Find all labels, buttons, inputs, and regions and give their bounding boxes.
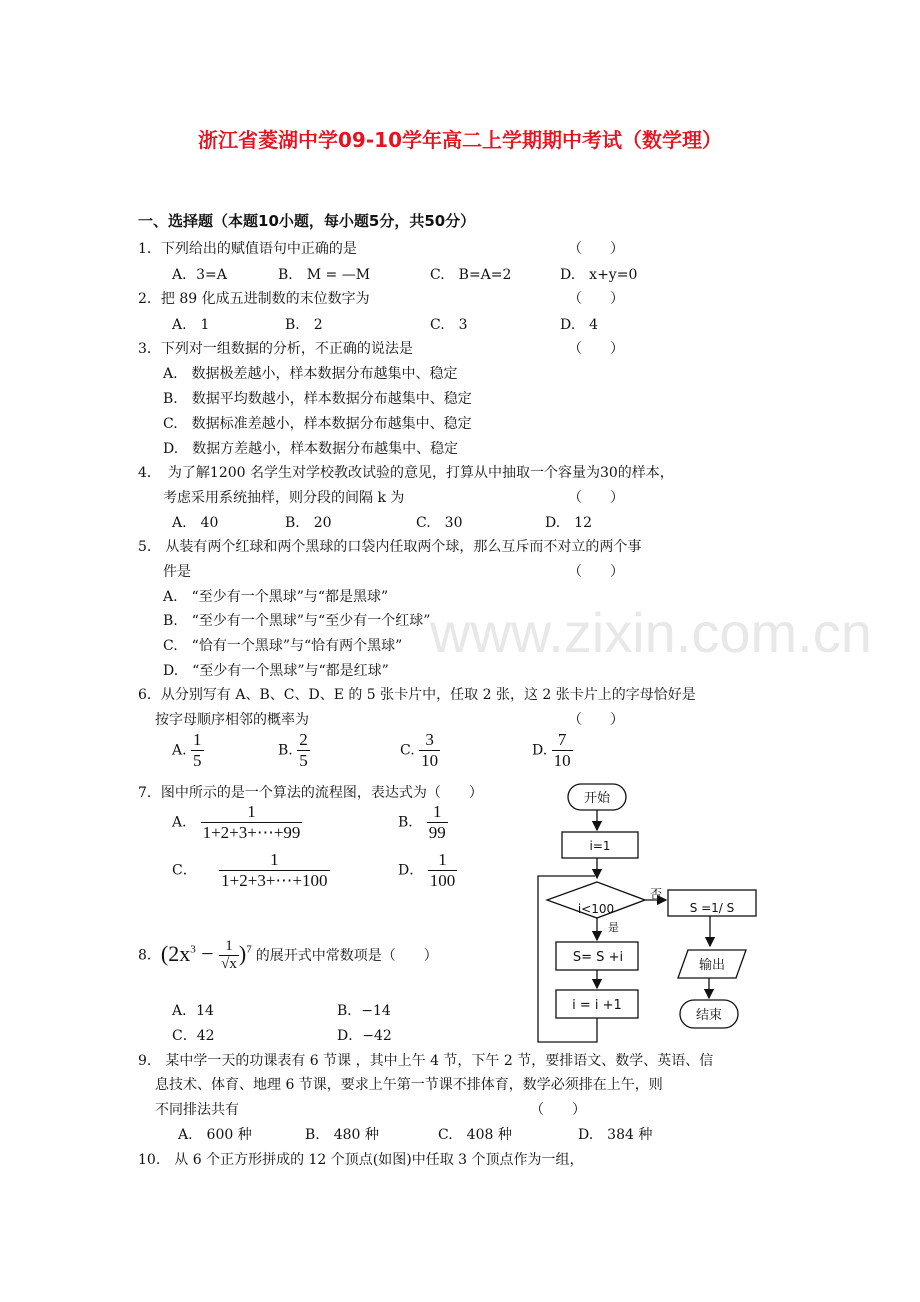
q6-option-b: B. $\frac{2}{5}$: [278, 730, 308, 770]
q5-option-b: B. “至少有一个黑球”与“至少有一个红球”: [163, 613, 431, 629]
q6-fraction-c: $\frac{3}{10}$: [421, 730, 439, 770]
q4-option-c: C. 30: [416, 515, 463, 531]
page-title: 浙江省菱湖中学09-10学年高二上学期期中考试（数学理）: [198, 128, 722, 152]
q9-stem-line1: 9. 某中学一天的功课表有 6 节课 ，其中上午 4 节，下午 2 节，要排语文、数学、英语、信: [138, 1053, 714, 1069]
q6-fraction-b: $\frac{2}{5}$: [299, 730, 308, 770]
q4-option-d: D. 12: [545, 515, 592, 531]
q6-answer-paren: （ ）: [568, 712, 624, 728]
q4-stem-line2: 考虑采用系统抽样，则分段的间隔 k 为: [163, 490, 405, 506]
q2-option-c: C. 3: [430, 317, 468, 333]
q6-option-d: D. $\frac{7}{10}$: [532, 730, 571, 770]
q4-answer-paren: （ ）: [568, 490, 624, 506]
q9-stem-line2: 息技术、体育、地理 6 节课，要求上午第一节课不排体育，数学必须排在上午，则: [155, 1077, 663, 1093]
q9-stem-line3: 不同排法共有: [155, 1102, 239, 1118]
q5-stem-line1: 5. 从装有两个红球和两个黑球的口袋内任取两个球，那么互斥而不对立的两个事: [138, 539, 642, 555]
q3-option-c: C. 数据标准差越小，样本数据分布越集中、稳定: [163, 416, 472, 432]
section-heading: 一、选择题（本题10小题，每小题5分，共50分）: [138, 212, 476, 230]
flowchart-diagram: [520, 770, 790, 1050]
watermark: www.zixin.com.cn: [430, 601, 872, 664]
q3-option-d: D. 数据方差越小，样本数据分布越集中、稳定: [163, 441, 459, 457]
flowchart-output-label: 输出: [698, 958, 726, 973]
q1-option-a: A．3=A: [172, 267, 227, 283]
q2-stem: 2．把 89 化成五进制数的末位数字为: [138, 291, 370, 307]
q2-answer-paren: （ ）: [568, 291, 624, 307]
flowchart-condition-label: i<100: [577, 902, 615, 916]
q4-option-a: A. 40: [172, 515, 219, 531]
q1-option-d: D. x+y=0: [560, 267, 638, 283]
q9-option-b: B. 480 种: [305, 1127, 379, 1143]
q2-option-b: B. 2: [285, 317, 323, 333]
q3-option-b: B. 数据平均数越小，样本数据分布越集中、稳定: [163, 391, 472, 407]
flowchart-start-label: 开始: [583, 791, 611, 806]
q7-option-c: C． $\frac{1}{1+2+3+\cdots+100}$: [172, 850, 328, 890]
q5-option-d: D. “至少有一个黑球”与“都是红球”: [163, 663, 389, 679]
q6-option-c: C. $\frac{3}{10}$: [400, 730, 439, 770]
q7-option-b: B． $\frac{1}{99}$: [398, 802, 446, 842]
q7-fraction-b: $\frac{1}{99}$: [428, 802, 446, 842]
flowchart-sum-label: S= S +i: [572, 950, 624, 965]
q2-option-a: A. 1: [172, 317, 210, 333]
flowchart-increment-label: i = i +1: [572, 998, 622, 1013]
flowchart-yes-label: 是: [608, 921, 619, 934]
q3-option-a: A. 数据极差越小，样本数据分布越集中、稳定: [163, 366, 458, 382]
q1-stem: 1．下列给出的赋值语句中正确的是: [138, 241, 357, 257]
q8-stem: 8．($2x^3$ − $\frac{1}{√x}$ )$^7$ 的展开式中常数项是（ ）: [138, 938, 438, 972]
q7-fraction-d: $\frac{1}{100}$: [429, 850, 456, 890]
q5-stem-line2: 件是: [163, 564, 191, 580]
q1-option-c: C. B=A=2: [430, 267, 512, 283]
q8-option-b: B．−14: [337, 1003, 391, 1019]
q8-expression: ($2x^3$ − $\frac{1}{√x}$ )$^7$: [160, 938, 252, 972]
q6-option-a: A. $\frac{1}{5}$: [172, 730, 202, 770]
flowchart-no-label: 否: [650, 887, 663, 901]
q5-answer-paren: （ ）: [568, 564, 624, 580]
q9-option-a: A. 600 种: [178, 1127, 252, 1143]
q7-option-d: D． $\frac{1}{100}$: [398, 850, 456, 890]
q7-fraction-c: $\frac{1}{1+2+3+\cdots+100}$: [221, 850, 328, 890]
q3-stem: 3．下列对一组数据的分析，不正确的说法是: [138, 341, 413, 357]
flowchart-init-label: i=1: [589, 839, 611, 853]
flowchart-end-label: 结束: [695, 1008, 723, 1023]
q6-stem-line2: 按字母顺序相邻的概率为: [155, 712, 309, 728]
q4-option-b: B. 20: [285, 515, 332, 531]
q6-fraction-d: $\frac{7}{10}$: [553, 730, 571, 770]
q7-option-a: A． $\frac{1}{1+2+3+\cdots+99}$: [172, 802, 301, 842]
q1-answer-paren: （ ）: [568, 241, 624, 257]
flowchart-result-label: S =1/ S: [689, 901, 735, 915]
q7-stem: 7．图中所示的是一个算法的流程图，表达式为（ ）: [138, 785, 483, 801]
q1-option-b: B. M = —M: [278, 267, 371, 283]
q8-option-c: C．42: [172, 1028, 215, 1044]
q9-answer-paren: （ ）: [530, 1102, 586, 1118]
q5-option-a: A. “至少有一个黑球”与“都是黑球”: [163, 589, 389, 605]
q7-fraction-a: $\frac{1}{1+2+3+\cdots+99}$: [202, 802, 301, 842]
q6-fraction-a: $\frac{1}{5}$: [193, 730, 202, 770]
q9-option-d: D. 384 种: [578, 1127, 653, 1143]
q2-option-d: D. 4: [560, 317, 599, 333]
q6-stem-line1: 6．从分别写有 A、B、C、D、E 的 5 张卡片中，任取 2 张，这 2 张卡片上的字母恰好是: [138, 687, 696, 703]
q8-option-d: D．−42: [337, 1028, 392, 1044]
q9-option-c: C. 408 种: [438, 1127, 512, 1143]
q4-stem-line1: 4． 为了解1200 名学生对学校教改试验的意见，打算从中抽取一个容量为30的样本，: [138, 465, 674, 481]
q3-answer-paren: （ ）: [568, 341, 624, 357]
q8-option-a: A．14: [172, 1003, 214, 1019]
q5-option-c: C. “恰有一个黑球”与“恰有两个黑球”: [163, 638, 403, 654]
q10-stem: 10. 从 6 个正方形拼成的 12 个顶点(如图)中任取 3 个顶点作为一组，: [138, 1152, 584, 1168]
